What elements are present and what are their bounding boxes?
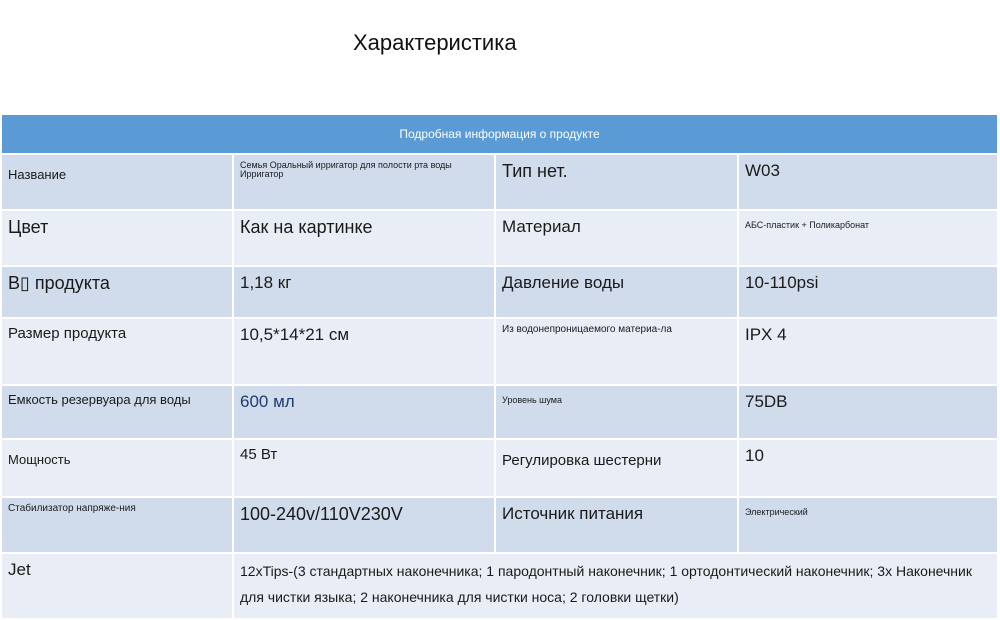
spec-value: 600 мл <box>233 385 495 439</box>
page-title: Характеристика <box>353 30 517 55</box>
spec-value: IPX 4 <box>738 318 998 385</box>
spec-label: Емкость резервуара для воды <box>1 385 233 439</box>
spec-label: Jet <box>1 553 233 619</box>
spec-label: Источник питания <box>495 497 738 553</box>
spec-value: 10,5*14*21 см <box>233 318 495 385</box>
spec-label: Размер продукта <box>1 318 233 385</box>
table-row <box>1 497 998 553</box>
spec-label: Давление воды <box>495 266 738 318</box>
spec-label: Название <box>1 154 233 210</box>
table-row <box>1 318 998 385</box>
table-row <box>1 154 998 210</box>
spec-value: 10 <box>738 439 998 497</box>
spec-value: АБС-пластик + Поликарбонат <box>738 210 998 266</box>
table-row <box>1 385 998 439</box>
spec-value: Электрический <box>738 497 998 553</box>
spec-label: Уровень шума <box>495 385 738 439</box>
spec-table <box>0 113 999 620</box>
spec-label: В▯ продукта <box>1 266 233 318</box>
spec-label: Стабилизатор напряже-ния <box>1 497 233 553</box>
table-row <box>1 439 998 497</box>
table-row <box>1 210 998 266</box>
spec-value: 100-240v/110V230V <box>233 497 495 553</box>
table-row <box>1 553 998 619</box>
table-header: Подробная информация о продукте <box>1 114 998 154</box>
spec-value: 12xTips-(3 стандартных наконечника; 1 пародонтный наконечник; 1 ортодонтический наконечник; 3х Наконечник для чистки языка; 2 наконечника для чистки носа; 2 головки щетки) <box>233 553 998 619</box>
spec-value: Как на картинке <box>233 210 495 266</box>
spec-value: 45 Вт <box>233 439 495 497</box>
spec-label: Материал <box>495 210 738 266</box>
spec-value: 10-110psi <box>738 266 998 318</box>
spec-label: Мощность <box>1 439 233 497</box>
spec-value: 1,18 кг <box>233 266 495 318</box>
spec-label: Из водонепроницаемого материа-ла <box>495 318 738 385</box>
spec-value: W03 <box>738 154 998 210</box>
spec-value: Семья Оральный ирригатор для полости рта воды Ирригатор <box>233 154 495 210</box>
table-row <box>1 266 998 318</box>
spec-value: 75DB <box>738 385 998 439</box>
spec-label: Цвет <box>1 210 233 266</box>
spec-label: Регулировка шестерни <box>495 439 738 497</box>
spec-label: Тип нет. <box>495 154 738 210</box>
